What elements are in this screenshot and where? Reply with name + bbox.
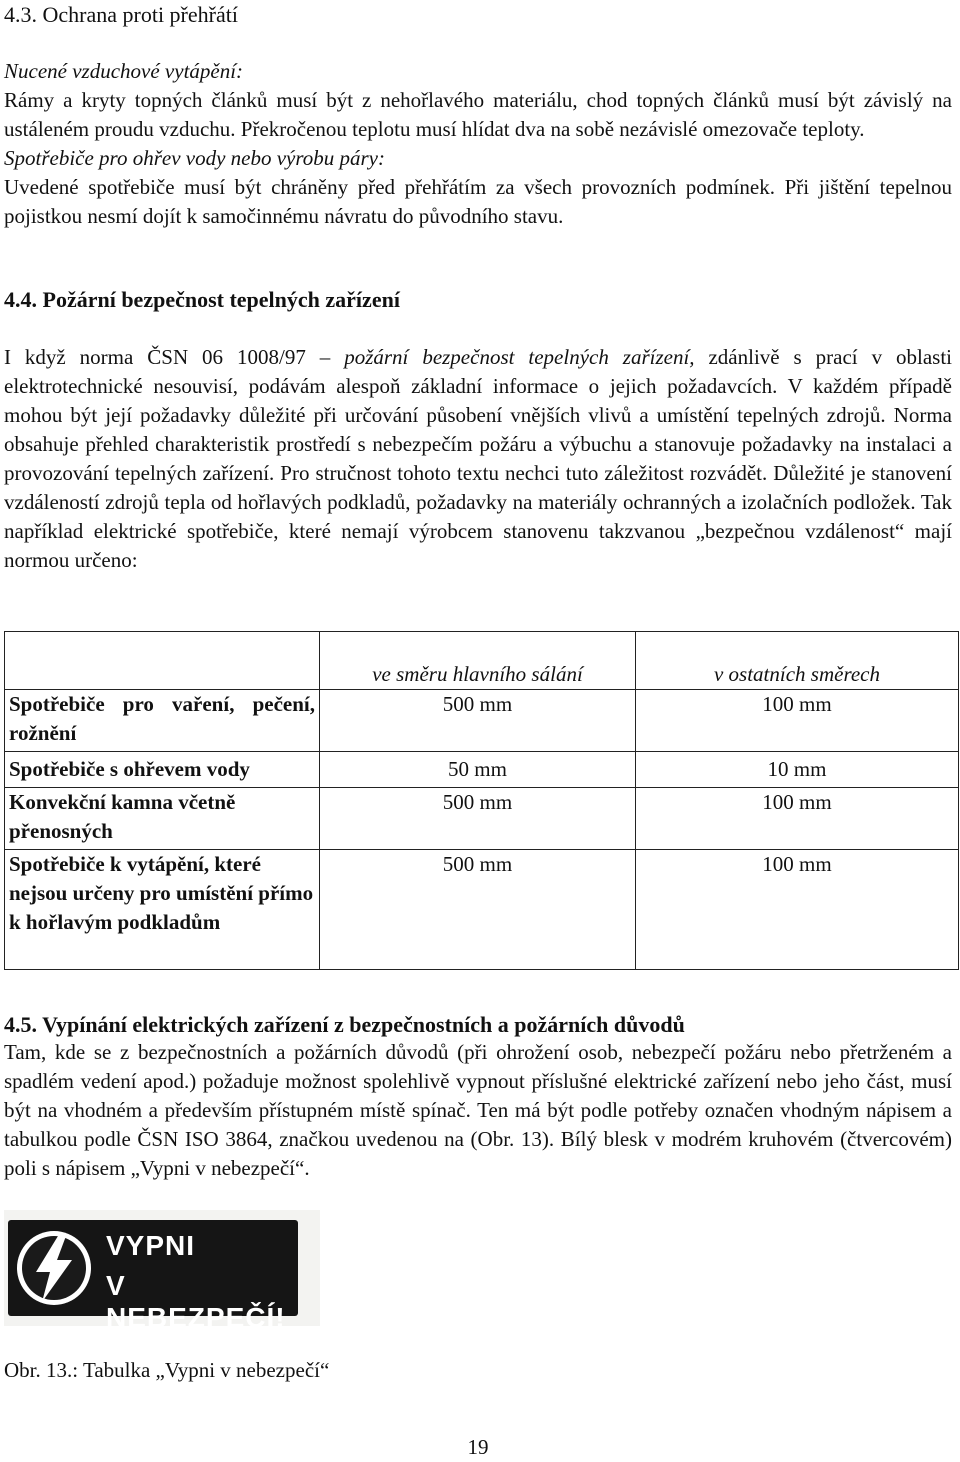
- sign-text-line2: V NEBEZPEČÍ!: [106, 1270, 286, 1333]
- paragraph-fire-safety: [4, 343, 952, 575]
- paragraph-air-heating: Rámy a kryty topných článků musí být z nehořlavého materiálu, chod topných článků musí být závislý na ustáleném proudu vzduchu. Překročenou teplotu musí hlídat dva na sobě nezávislé omezovače teploty.: [4, 88, 952, 141]
- lightning-bolt-icon: [14, 1228, 94, 1308]
- heading-4-3: 4.3. Ochrana proti přehřátí: [4, 2, 238, 27]
- section-4-3-body: [4, 57, 952, 231]
- table-row: [5, 850, 959, 970]
- sign-text-line1: VYPNI: [106, 1230, 196, 1261]
- text-part-a: I když norma ČSN 06 1008/97 –: [4, 345, 331, 369]
- table-header-main: ve směru hlavního sálání: [320, 632, 636, 690]
- section-4-5-body: [4, 1038, 952, 1183]
- subheading-air-heating: Nucené vzduchové vytápění:: [4, 59, 244, 83]
- table-cell-main: 50 mm: [320, 752, 636, 788]
- table-cell-main: 500 mm: [320, 690, 636, 752]
- section-4-4-body: [4, 343, 952, 575]
- table-cell-label: Spotřebiče pro vaření, pečení, rožnění: [5, 690, 320, 752]
- table-cell-label: Spotřebiče k vytápění, které nejsou určeny pro umístění přímo k hořlavým podkladům: [5, 850, 320, 970]
- table-cell-other: 10 mm: [636, 752, 959, 788]
- table-cell-other: 100 mm: [636, 850, 959, 970]
- text-italic-norm-title: požární bezpečnost tepelných zařízení,: [344, 345, 695, 369]
- table-cell-label: Konvekční kamna včetně přenosných: [5, 788, 320, 850]
- table-cell-other: 100 mm: [636, 788, 959, 850]
- heading-4-5: 4.5. Vypínání elektrických zařízení z bezpečnostních a požárních důvodů: [4, 1012, 685, 1037]
- figure-caption: Obr. 13.: Tabulka „Vypni v nebezpečí“: [4, 1358, 330, 1382]
- table-row: [5, 690, 959, 752]
- table-header-row: [5, 632, 959, 690]
- table-cell-main: 500 mm: [320, 850, 636, 970]
- table-header-other: v ostatních směrech: [636, 632, 959, 690]
- table-header-empty: [5, 632, 320, 690]
- paragraph-water-heaters: Uvedené spotřebiče musí být chráněny před přehřátím za všech provozních podmínek. Při jištění tepelnou pojistkou nesmí dojít k samočinnému návratu do původního stavu.: [4, 175, 952, 228]
- table-cell-other: 100 mm: [636, 690, 959, 752]
- emergency-sign-image: [4, 1210, 320, 1333]
- table-cell-main: 500 mm: [320, 788, 636, 850]
- table-row: [5, 788, 959, 850]
- page-number: 19: [467, 1435, 489, 1459]
- table-row: [5, 752, 959, 788]
- subheading-water-heaters: Spotřebiče pro ohřev vody nebo výrobu páry:: [4, 146, 385, 170]
- safe-distance-table: [4, 631, 959, 970]
- text-part-b: zdánlivě s prací v oblasti elektrotechnické nesouvisí, podávám alespoň základní informace o jejich požadavcích. V každém případě mohou být její požadavky důležité při určování působení vnějších vlivů a umístění tepelných zdrojů. Norma obsahuje přehled charakteristik prostředí s nebezpečím požáru a výbuchu a stanovuje požadavky na instalaci a provozování tepelných zařízení. Pro stručnost tohoto textu nechci tuto záležitost rozvádět. Důležité je stanovení vzdáleností zdrojů tepla od hořlavých podkladů, požadavky na materiály ochranných a izolačních podložek. Tak například elektrické spotřebiče, které nemají výrobcem stanovenu takzvanou „bezpečnou vzdálenost“ mají normou určeno:: [4, 345, 952, 572]
- sign-plate: [8, 1220, 298, 1333]
- heading-4-4: 4.4. Požární bezpečnost tepelných zařízení: [4, 287, 400, 312]
- paragraph-emergency-switch: Tam, kde se z bezpečnostních a požárních důvodů (při ohrožení osob, nebezpečí požáru nebo přetrženém a spadlém vedení apod.) požaduje možnost spolehlivě vypnout příslušné elektrické zařízení nebo jeho část, musí být na vhodném a především přístupném místě spínač. Ten má být podle potřeby označen vhodným nápisem a tabulkou podle ČSN ISO 3864, značkou uvedenou na (Obr. 13). Bílý blesk v modrém kruhovém (čtvercovém) poli s nápisem „Vypni v nebezpečí“.: [4, 1040, 952, 1180]
- table-cell-label: Spotřebiče s ohřevem vody: [5, 752, 320, 788]
